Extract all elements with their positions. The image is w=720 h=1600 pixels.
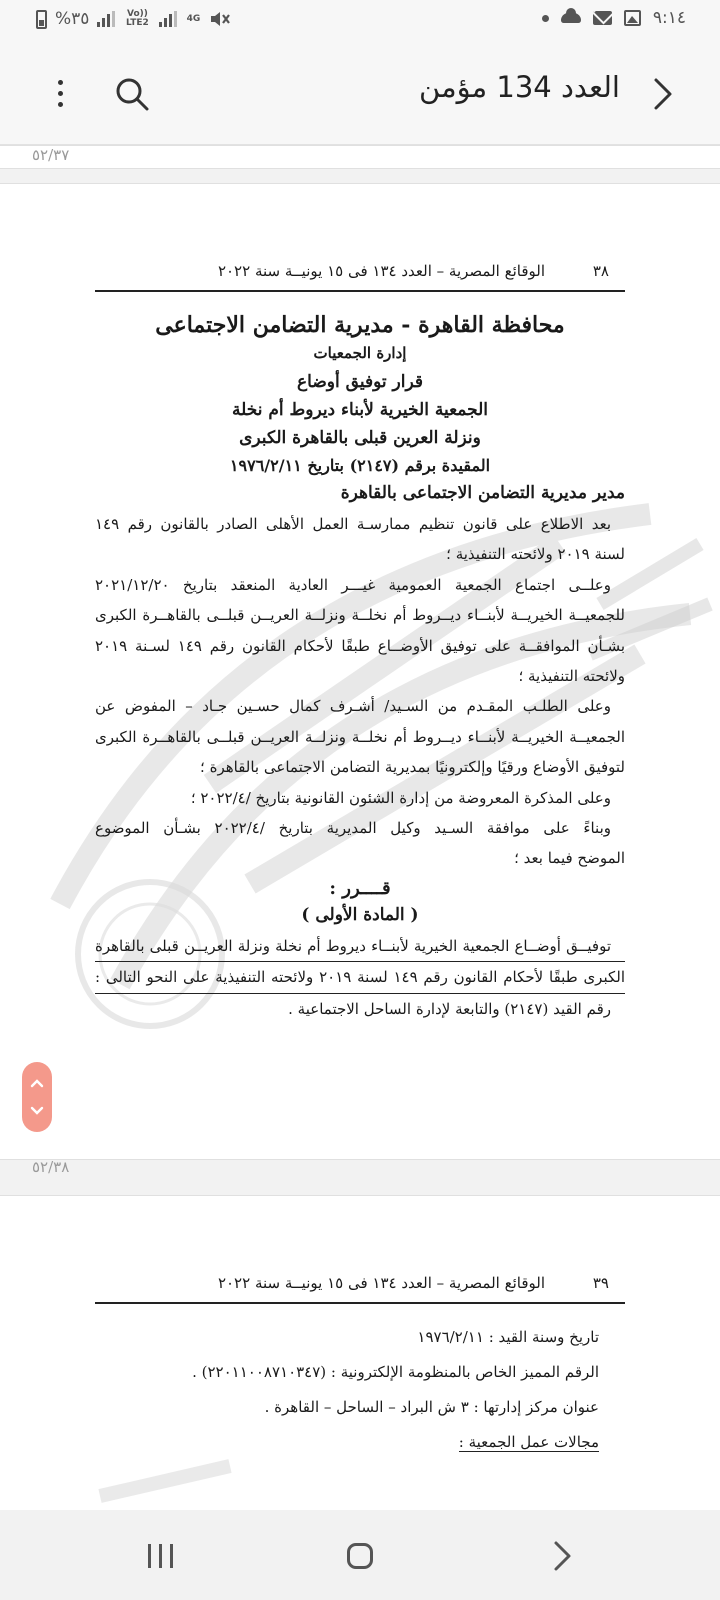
page-39-content xyxy=(95,1274,625,1460)
fields-of-work xyxy=(95,1425,599,1460)
sub-heading-5: المقيدة برقم (٢١٤٧) بتاريخ ١٩٧٦/٢/١١ xyxy=(229,456,491,475)
battery-icon xyxy=(36,10,47,29)
chevron-down-icon[interactable] xyxy=(22,1096,52,1126)
cloud-icon xyxy=(561,13,581,23)
text-line: بشـأن الموافقــة على توفيق الأوضــاع طبقًا لأحكام القانون رقم ١٤٩ لسـنة ٢٠١٩ xyxy=(95,636,625,655)
text-line: ولائحته التنفيذية ؛ xyxy=(518,667,625,686)
search-icon[interactable] xyxy=(114,76,150,112)
mute-icon xyxy=(209,9,231,29)
page-38[interactable] xyxy=(0,183,720,1160)
system-nav-bar xyxy=(0,1510,720,1600)
recent-apps-icon[interactable] xyxy=(148,1544,173,1568)
home-icon[interactable] xyxy=(347,1543,373,1569)
page-37 xyxy=(0,145,720,169)
sub-heading-1: إدارة الجمعيات xyxy=(313,344,407,362)
signal-icon xyxy=(97,11,115,27)
page-39[interactable] xyxy=(0,1195,720,1517)
record-details xyxy=(95,1320,625,1460)
fields-heading: مجالات عمل الجمعية : xyxy=(458,1433,599,1451)
back-arrow-icon[interactable] xyxy=(648,76,676,112)
text-line: للجمعيــة الخيريــة لأبنــاء ديــروط أم نخلــة ونزلــة العريــن قبلــى بالقاهــرة الكبرى xyxy=(95,606,625,625)
page-38-content xyxy=(95,262,625,1024)
address: عنوان مركز إدارتها : ٣ ش البراد – الساحل – القاهرة . xyxy=(264,1398,599,1416)
status-left xyxy=(36,9,231,29)
data-type-label: 4G xyxy=(186,13,201,24)
header-text: الوقائع المصرية – العدد ١٣٤ فى ١٥ يونيــة سنة ٢٠٢٢ xyxy=(217,1274,545,1292)
signal-icon-2 xyxy=(159,11,177,27)
text-line: الموضح فيما بعد ؛ xyxy=(514,849,625,868)
page-number: ٣٨ xyxy=(592,262,609,280)
clock: ٩:١٤ xyxy=(652,8,686,28)
chevron-up-icon[interactable] xyxy=(22,1068,52,1098)
paragraphs xyxy=(95,509,625,874)
text-line: لسنة ٢٠١٩ ولائحته التنفيذية ؛ xyxy=(446,545,625,564)
status-right xyxy=(542,8,686,28)
status-bar xyxy=(0,0,720,40)
text-line: رقم القيد (٢١٤٧) والتابعة لإدارة الساحل الاجتماعية . xyxy=(288,999,611,1018)
electronic-id: الرقم المميز الخاص بالمنظومة الإلكترونية : (٢٢٠١١٠٠٨٧١٠٣٤٧) . xyxy=(192,1363,599,1381)
article-heading: ( المادة الأولى ) xyxy=(301,904,419,925)
text-line: الجمعيــة الخيريــة لأبنــاء ديــروط أم نخلــة ونزلــة العريــن قبلــى بالقاهــرة الكبرى xyxy=(95,727,625,746)
nav-back-icon[interactable] xyxy=(548,1540,578,1572)
text-line: وعلــى اجتماع الجمعية العمومية غيـــر العادية المنعقد بتاريخ ٢٠٢١/١٢/٢٠ xyxy=(95,575,611,594)
sub-heading-2: قرار توفيق أوضاع xyxy=(297,372,423,392)
sub-heading-4: ونزلة العرين قبلى بالقاهرة الكبرى xyxy=(239,428,481,448)
page-number: ٣٩ xyxy=(592,1274,609,1292)
volte-label: Vo)) LTE2 xyxy=(126,9,149,28)
text-line: لتوفيق الأوضاع ورقيًا وإلكترونيًا بمديرية التضامن الاجتماعى بالقاهرة ؛ xyxy=(200,758,625,777)
battery-percent: %٣٥ xyxy=(55,9,90,29)
header-text: الوقائع المصرية – العدد ١٣٤ فى ١٥ يونيــة سنة ٢٠٢٢ xyxy=(217,262,545,280)
text-line: الكبرى طبقًا لأحكام القانون رقم ١٤٩ لسنة ٢٠١٩ ولائحته التنفيذية على النحو التالى : xyxy=(95,962,625,993)
text-line: وعلى المذكرة المعروضة من إدارة الشئون القانونية بتاريخ /٢٠٢٢/٤ ؛ xyxy=(190,788,611,807)
article-text xyxy=(95,931,625,1024)
registration-date: تاريخ وسنة القيد : ١٩٧٦/٢/١١ xyxy=(417,1328,599,1346)
page-label-38: ٥٢/٣٨ xyxy=(32,1158,70,1176)
main-heading: محافظة القاهرة - مديرية التضامن الاجتماعى xyxy=(155,312,565,338)
more-options-icon[interactable] xyxy=(50,76,70,112)
running-header xyxy=(95,262,625,292)
text-line: وبناءً على موافقة السـيد وكيل المديرية بتاريخ /٢٠٢٢/٤ بشـأن الموضوع xyxy=(95,819,611,838)
app-bar xyxy=(0,40,720,145)
text-line: وعلى الطلـب المقـدم من السـيد/ أشـرف كمال حسـين جـاد – المفوض عن xyxy=(95,697,611,716)
sub-heading-3: الجمعية الخيرية لأبناء ديروط أم نخلة xyxy=(231,400,488,420)
text-line: بعد الاطلاع على قانون تنظيم ممارسـة العمل الأهلى الصادر بالقانون رقم ١٤٩ xyxy=(95,515,611,533)
running-header xyxy=(95,1274,625,1304)
decision-heading: قــــرر : xyxy=(329,877,391,899)
notification-dot-icon xyxy=(542,15,549,22)
gallery-icon xyxy=(624,10,641,26)
page-label-37: ٥٢/٣٧ xyxy=(32,146,70,164)
mail-icon xyxy=(593,11,612,25)
director-title: مدير مديرية التضامن الاجتماعى بالقاهرة xyxy=(340,483,625,503)
document-title: العدد 134 مؤمن xyxy=(419,70,620,104)
page-scroll-control[interactable] xyxy=(22,1062,52,1132)
text-line: توفيــق أوضــاع الجمعية الخيرية لأبنــاء ديروط أم نخلة ونزلة العريــن قبلى بالقاهرة xyxy=(95,931,625,962)
